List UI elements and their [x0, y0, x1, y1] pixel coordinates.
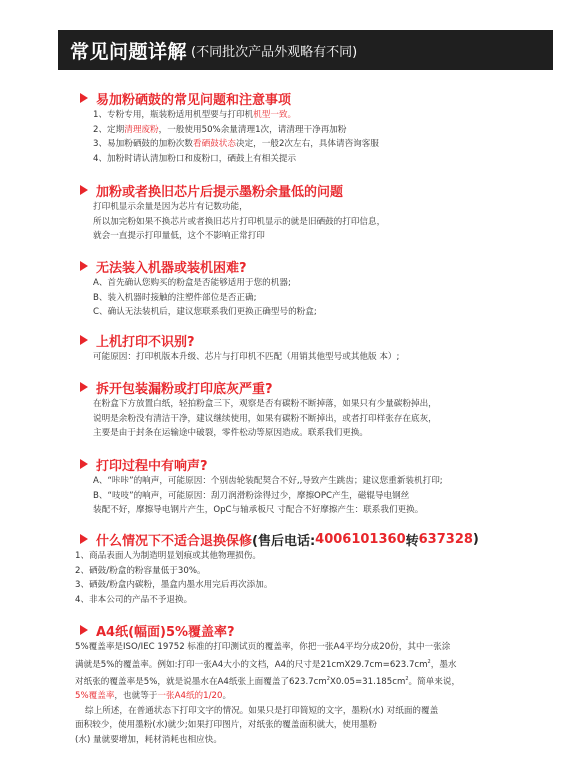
text-line: 在粉盒下方放置白纸，轻拍粉盒三下，观察是否有碳粉不断掉落，如果只有少量碳粉掉出， — [93, 399, 437, 409]
text-line: C、确认无法装机后，建议您联系我们更换正确型号的粉盒; — [93, 307, 317, 317]
section-heading: 拆开包装漏粉或打印底灰严重? — [80, 377, 437, 397]
section-heading: 易加粉硒鼓的常见问题和注意事项 — [80, 88, 379, 108]
section-heading: 上机打印不识别? — [80, 330, 399, 350]
list-item: 2、定期清理废粉，一般使用50%余量清理1次，请清理干净再加粉 — [93, 124, 347, 135]
section-low-toner-warning — [80, 180, 385, 244]
section-a4-coverage — [80, 620, 235, 640]
triangle-bullet-icon — [80, 459, 88, 469]
a4-coverage-text — [75, 640, 460, 747]
text-line: 对纸张的覆盖率是5%，就是说墨水在A4纸张上面覆盖了$623.7cm^2X0.05=31.185cm^2$。简单来说， — [75, 675, 461, 687]
triangle-bullet-icon — [80, 335, 88, 345]
text-line: A、首先确认您购买的粉盒是否能够适用于您的机器; — [93, 278, 291, 288]
list-item: 1、专粉专用，瓶装粉适用机型要与打印机机型一致。 — [93, 110, 297, 120]
text-line: 面积较少，使用墨粉(水)就少;如果打印图片，对纸张的覆盖面积就大，使用墨粉 — [75, 720, 377, 731]
section-toner-leak — [80, 377, 437, 441]
section-not-recognized — [80, 330, 399, 365]
triangle-bullet-icon — [80, 185, 88, 195]
text-line: 打印机显示余量是因为芯片有记数功能， — [93, 202, 248, 212]
triangle-bullet-icon — [80, 534, 88, 544]
section-printing-noise — [80, 454, 443, 518]
page-header — [58, 30, 553, 70]
text-line: 5%覆盖率是ISO/IEC 19752 标准的打印测试页的覆盖率，你把一张A4平均分成20份，其中一张涂 — [75, 642, 451, 652]
triangle-bullet-icon — [80, 93, 88, 103]
section-heading: 什么情况下不适合退换保修 (售后电话: 4006101360 转 637328 ) — [80, 529, 479, 549]
phone-extension: 637328 — [418, 531, 473, 547]
text-line: 综上所述，在普通状态下打印文字的情况。如果只是打印简短的文字，墨粉(水) 对纸面的覆盖 — [85, 705, 439, 716]
section-return-policy — [80, 529, 479, 549]
text-line: B、装入机器时接触的注塑件部位是否正确; — [93, 292, 257, 303]
section-install-difficulty — [80, 256, 317, 320]
section-heading: 加粉或者换旧芯片后提示墨粉余量低的问题 — [80, 180, 385, 200]
triangle-bullet-icon — [80, 625, 88, 635]
phone-number: 4006101360 — [315, 531, 406, 547]
return-policy-list — [75, 549, 272, 607]
triangle-bullet-icon — [80, 261, 88, 271]
section-heading: 无法装入机器或装机困难? — [80, 256, 317, 276]
list-item: 3、易加粉硒鼓的加粉次数看硒鼓状态决定，一般2次左右，具体请咨询客服 — [93, 139, 379, 149]
text-line: 就会一直提示打印量低，这个不影响正常打印 — [93, 231, 265, 241]
list-item: 2、硒鼓/粉盒的粉容量低于30%。 — [75, 565, 206, 576]
text-line: A、“咔咔”的响声，可能原因：个别齿轮装配契合不好,,导致产生跳齿；建议您重新装机打印; — [93, 476, 443, 486]
list-item: 4、加粉时请认清加粉口和废粉口，硒鼓上有相关提示 — [93, 153, 297, 164]
section-heading: 打印过程中有响声? — [80, 454, 443, 474]
section-toner-refill-faq — [80, 88, 379, 166]
text-line: 满就是5%的覆盖率。例如:打印一张A4大小的文档，A4的尺寸是$21cmX29.7cm=623.7cm^2$，墨水 — [75, 658, 457, 670]
text-line: 可能原因：打印机版本升级、芯片与打印机不匹配（用销其他型号或其他版 本）; — [93, 352, 400, 362]
page-title: 常见问题详解 — [70, 40, 188, 63]
text-line: 主要是由于封条在运输途中破裂，零件松动等原因造成。联系我们更换。 — [93, 428, 369, 438]
section-heading: A4纸(幅面)5%覆盖率? — [80, 620, 235, 640]
text-line: 所以加完粉如果不换芯片或者换旧芯片打印机显示的就是旧硒鼓的打印信息， — [93, 216, 386, 227]
triangle-bullet-icon — [80, 382, 88, 392]
text-line: 5%覆盖率，也就等于一张A4纸的1/20。 — [75, 691, 232, 702]
text-line: 装配不好，摩擦导电钢片产生，OpC与轴承板尺 寸配合不好摩擦产生：联系我们更换。 — [93, 505, 424, 515]
text-line: B、“吱吱”的响声，可能原因：刮刀润滑粉涂得过少，摩擦OPC产生，磁辊导电钢丝 — [93, 490, 410, 501]
text-line: (水) 量就要增加，耗材消耗也相应快。 — [75, 734, 222, 745]
list-item: 4、非本公司的产品不予退换。 — [75, 594, 193, 605]
list-item: 1、商品表面人为制造明显划痕或其他物理损伤。 — [75, 551, 261, 561]
text-line: 说明是余粉没有清洁干净，建议继续使用，如果有碳粉不断掉出，或者打印样张存在底灰， — [93, 413, 437, 424]
page-subtitle: (不同批次产品外观略有不同) — [191, 44, 358, 60]
list-item: 3、硒鼓/粉盒内碳粉，墨盒内墨水用完后再次添加。 — [75, 580, 273, 590]
